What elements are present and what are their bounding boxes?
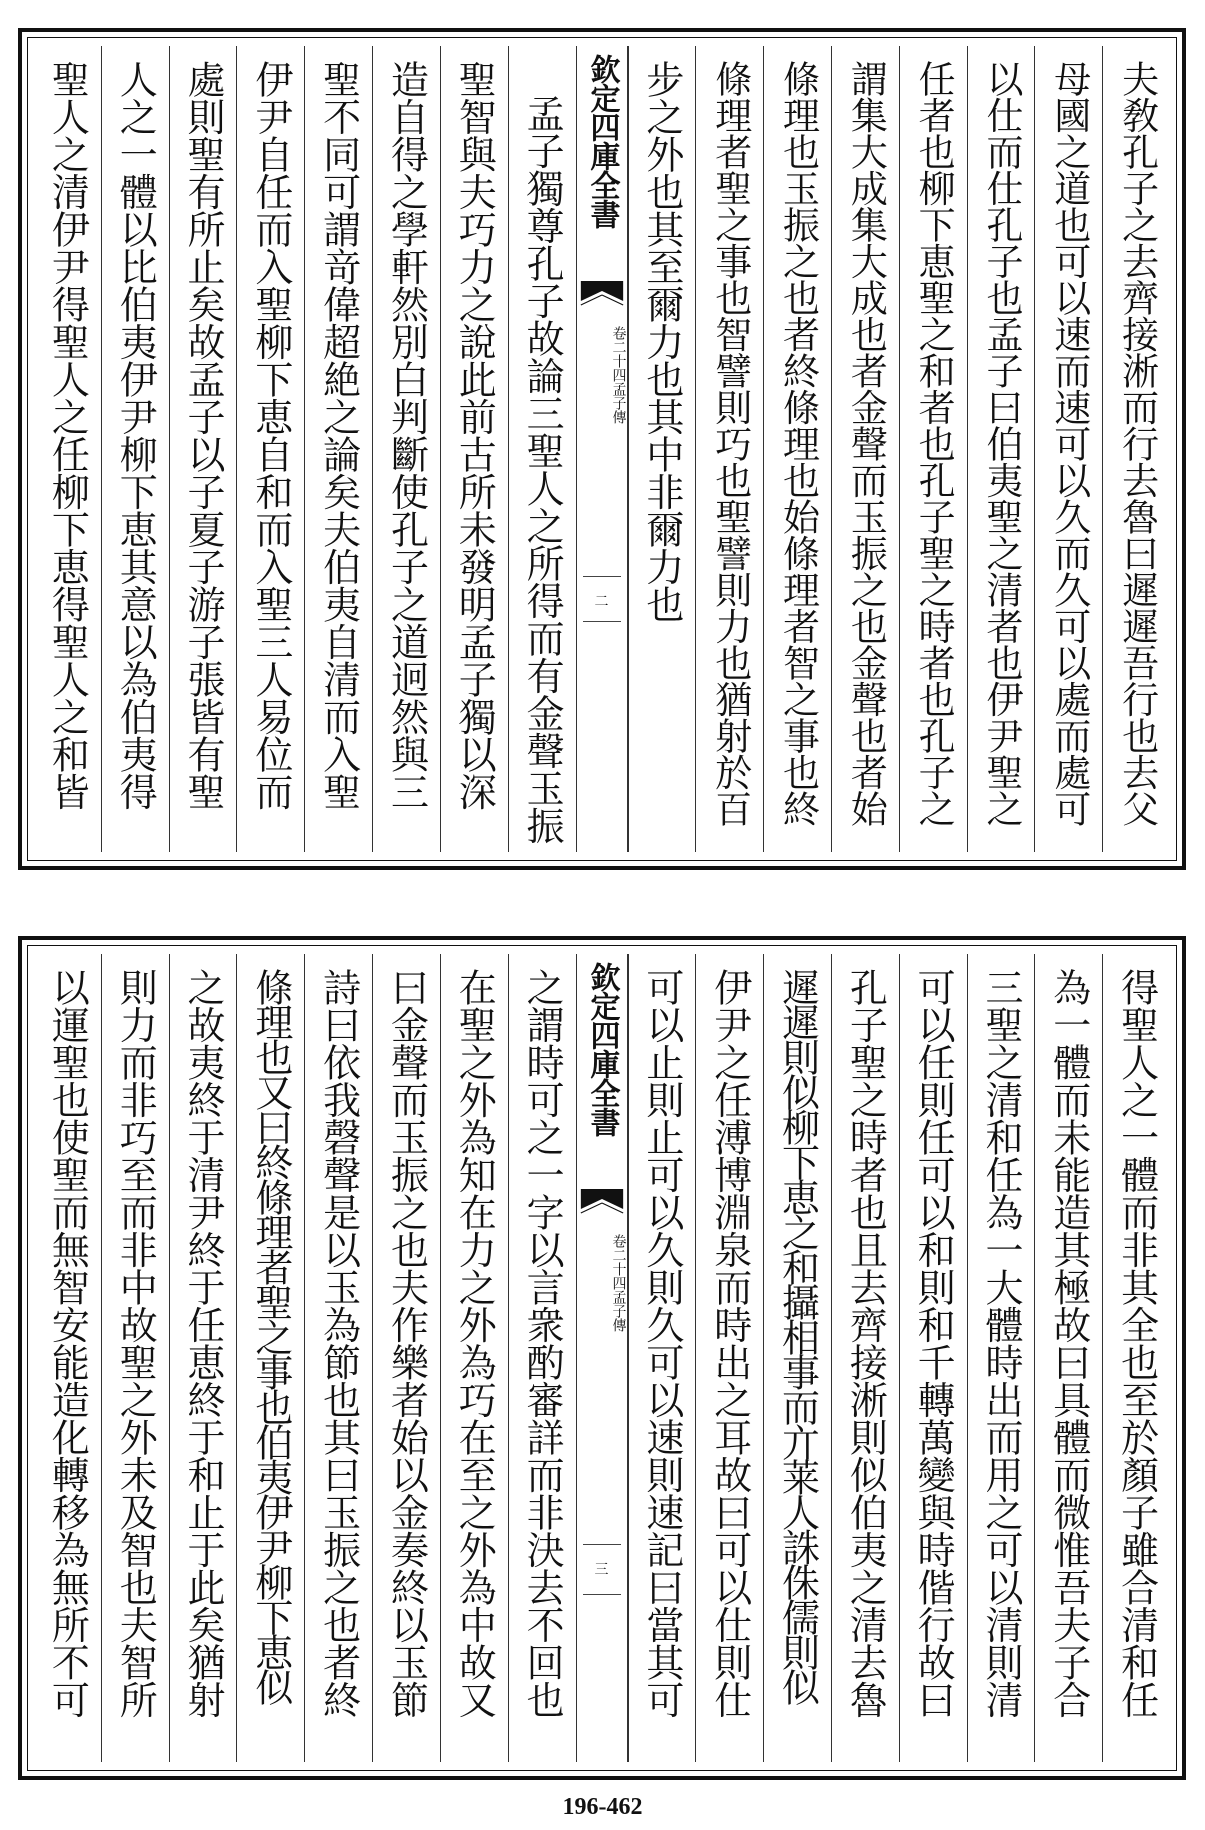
banner-rule (583, 621, 621, 622)
text-column (372, 954, 440, 1762)
text-column (101, 46, 169, 852)
text-column (831, 46, 899, 852)
column-text: 條理也玉振之也者終條理也始條理者智之事也終 (776, 60, 820, 827)
column-text: 謂集大成集大成也者金聲而玉振之也金聲也者始 (844, 60, 888, 827)
column-text: 任者也柳下恵聖之和者也孔子聖之時者也孔子之 (912, 60, 956, 827)
column-text: 步之外也其至爾力也其中非爾力也 (639, 60, 684, 623)
banner-rule (583, 1594, 621, 1595)
text-column (1102, 46, 1170, 852)
text-column (372, 46, 440, 852)
banner-rule (583, 1544, 621, 1545)
column-text: 則力而非巧至而非中故聖之外未及智也夫智所 (113, 968, 158, 1718)
text-column (34, 954, 101, 1762)
column-text: 孟子獨尊孔子故論三聖人之所得而有金聲玉振 (520, 94, 565, 844)
volume-label: 卷二十四 (610, 1234, 627, 1290)
text-column (304, 954, 372, 1762)
column-text: 得聖人之一體而非其全也至於顏子雖合清和任 (1114, 968, 1159, 1718)
text-column (628, 46, 696, 852)
text-column (440, 46, 508, 852)
column-text: 在聖之外為知在力之外為巧在至之外為中故又 (452, 968, 497, 1718)
text-column (1034, 954, 1102, 1762)
text-column (967, 954, 1035, 1762)
column-text: 三聖之清和任為一大體時出而用之可以清則清 (978, 968, 1023, 1718)
text-column (1102, 954, 1170, 1762)
column-text: 曰金聲而玉振之也夫作樂者始以金奏終以玉節 (384, 968, 429, 1718)
text-column (169, 46, 237, 852)
text-column (34, 46, 101, 852)
fishtail-mark-icon (577, 1189, 627, 1215)
page-number: 三 (594, 1562, 609, 1578)
column-text: 造自得之學軒然別白判斷使孔子之道迥然與三 (384, 60, 429, 810)
text-column (763, 46, 831, 852)
book-title: 孟子傳 (610, 382, 627, 424)
column-text: 母國之道也可以速而速可以久而久可以處而處可 (1047, 60, 1091, 827)
column-text: 遲遲則似柳下恵之和攝相事而亣莱人誅侏儒則似 (775, 968, 820, 1703)
column-text: 人之一體以比伯夷伊尹柳下恵其意以為伯夷得 (113, 60, 158, 810)
footer-page-number: 196-462 (562, 1794, 643, 1820)
fishtail-mark-icon (577, 281, 627, 307)
column-text: 條理者聖之事也智譬則巧也聖譬則力也猶射於百 (708, 60, 752, 827)
upper-page-columns (34, 46, 1170, 852)
column-text: 伊尹之任溥博淵泉而時出之耳故曰可以仕則仕 (707, 968, 752, 1718)
page-number: 二 (594, 594, 609, 610)
text-column (695, 46, 763, 852)
column-text: 詩曰依我磬聲是以玉為節也其曰玉振之也者終 (316, 968, 361, 1718)
lower-page-panel (18, 936, 1186, 1780)
column-text: 聖不同可謂竒偉超絶之論矣夫伯夷自清而入聖 (316, 60, 361, 810)
banner-title: 欽定四庫全書 (584, 54, 620, 228)
column-text: 之謂時可之一字以言衆酌審詳而非決去不回也 (520, 968, 565, 1718)
text-column (236, 46, 304, 852)
banner-title: 欽定四庫全書 (584, 962, 620, 1136)
book-title: 孟子傳 (610, 1290, 627, 1332)
text-column (967, 46, 1035, 852)
text-column (440, 954, 508, 1762)
column-text: 以運聖也使聖而無智安能造化轉移為無所不可 (45, 968, 90, 1718)
text-column (304, 46, 372, 852)
column-text: 為一體而未能造其極故曰具體而微惟吾夫子合 (1046, 968, 1091, 1718)
column-text: 聖人之清伊尹得聖人之任柳下恵得聖人之和皆 (45, 60, 90, 810)
banner-rule (583, 576, 621, 577)
lower-page-columns (34, 954, 1170, 1762)
text-column (508, 954, 576, 1762)
column-text: 可以任則任可以和則和千轉萬變與時偕行故曰 (911, 968, 956, 1718)
center-banner (576, 954, 628, 1762)
text-column (101, 954, 169, 1762)
text-column (236, 954, 304, 1762)
text-column (899, 46, 967, 852)
text-column (169, 954, 237, 1762)
column-text: 可以止則止可以久則久可以速則速記曰當其可 (639, 968, 684, 1718)
column-text: 伊尹自任而入聖柳下恵自和而入聖三人易位而 (248, 60, 293, 810)
banner-subtitle (577, 1234, 627, 1332)
column-text: 夫敎孔子之去齊接淅而行去魯曰遲遲吾行也去父 (1115, 60, 1159, 827)
column-text: 以仕而仕孔子也孟子曰伯夷聖之清者也伊尹聖之 (979, 60, 1023, 827)
banner-subtitle (577, 326, 627, 424)
column-text: 孔子聖之時者也且去齊接淅則似伯夷之清去魯 (843, 968, 888, 1718)
upper-page-panel (18, 28, 1186, 870)
text-column (508, 46, 576, 852)
column-text: 條理也又曰終條理者聖之事也伯夷伊尹柳下恵似 (248, 968, 293, 1703)
text-column (1034, 46, 1102, 852)
text-column (831, 954, 899, 1762)
column-text: 聖智與夫巧力之說此前古所未發明孟子獨以深 (452, 60, 497, 810)
text-column (763, 954, 831, 1762)
column-text: 處則聖有所止矣故孟子以子夏子游子張皆有聖 (181, 60, 226, 810)
text-column (628, 954, 696, 1762)
volume-label: 卷二十四 (610, 326, 627, 382)
column-text: 之故夷終于清尹終于任恵終于和止于此矣猶射 (181, 968, 226, 1718)
text-column (899, 954, 967, 1762)
center-banner (576, 46, 628, 852)
text-column (695, 954, 763, 1762)
